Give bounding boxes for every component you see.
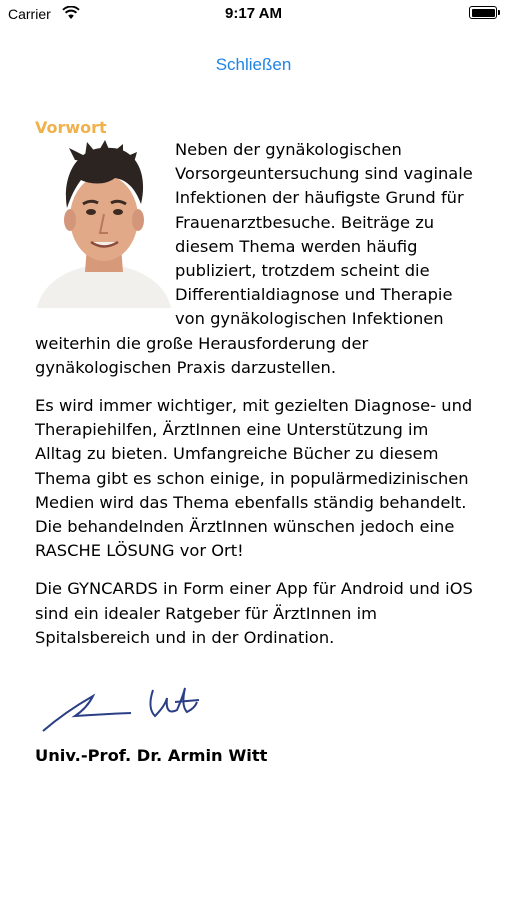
article-heading: Vorwort [35, 118, 107, 137]
paragraph-1: Neben der gynäkologischen Vorsorgeuntersuchung sind vaginale Infektionen der häufigste Grund für Frauenarztbesuche. Beiträge zu diesem Thema werden häufig publiziert, trotzdem scheint die Differentialdiagnose und Therapie von gynäkologischen Infektionen weiterhin die große Herausforderung der gynäkologischen Praxis darzustellen. [35, 140, 473, 377]
author-portrait [35, 138, 173, 308]
article-body [35, 118, 475, 765]
status-time: 9:17 AM [225, 5, 282, 22]
paragraph-3: Die GYNCARDS in Form einer App für Android und iOS sind ein idealer Ratgeber für ÄrztInnen im Spitalsbereich und in der Ordination. [35, 579, 473, 647]
paragraph-2: Es wird immer wichtiger, mit gezielten Diagnose- und Therapiehilfen, ÄrztInnen eine Unterstützung im Alltag zu bieten. Umfangreiche Bücher zu diesem Thema gibt es schon einige, in populärmedizinischen Medien wird das Thema ebenfalls ständig behandelt. Die behandelnden ÄrztInnen wünschen jedoch eine RASCHE LÖSUNG vor Ort! [35, 396, 473, 561]
battery-icon [469, 6, 497, 19]
signature-image [35, 676, 215, 736]
close-button[interactable]: Schließen [215, 55, 292, 74]
status-bar [0, 0, 507, 30]
carrier-label: Carrier [8, 6, 51, 22]
signer-name: Univ.-Prof. Dr. Armin Witt [35, 746, 268, 766]
